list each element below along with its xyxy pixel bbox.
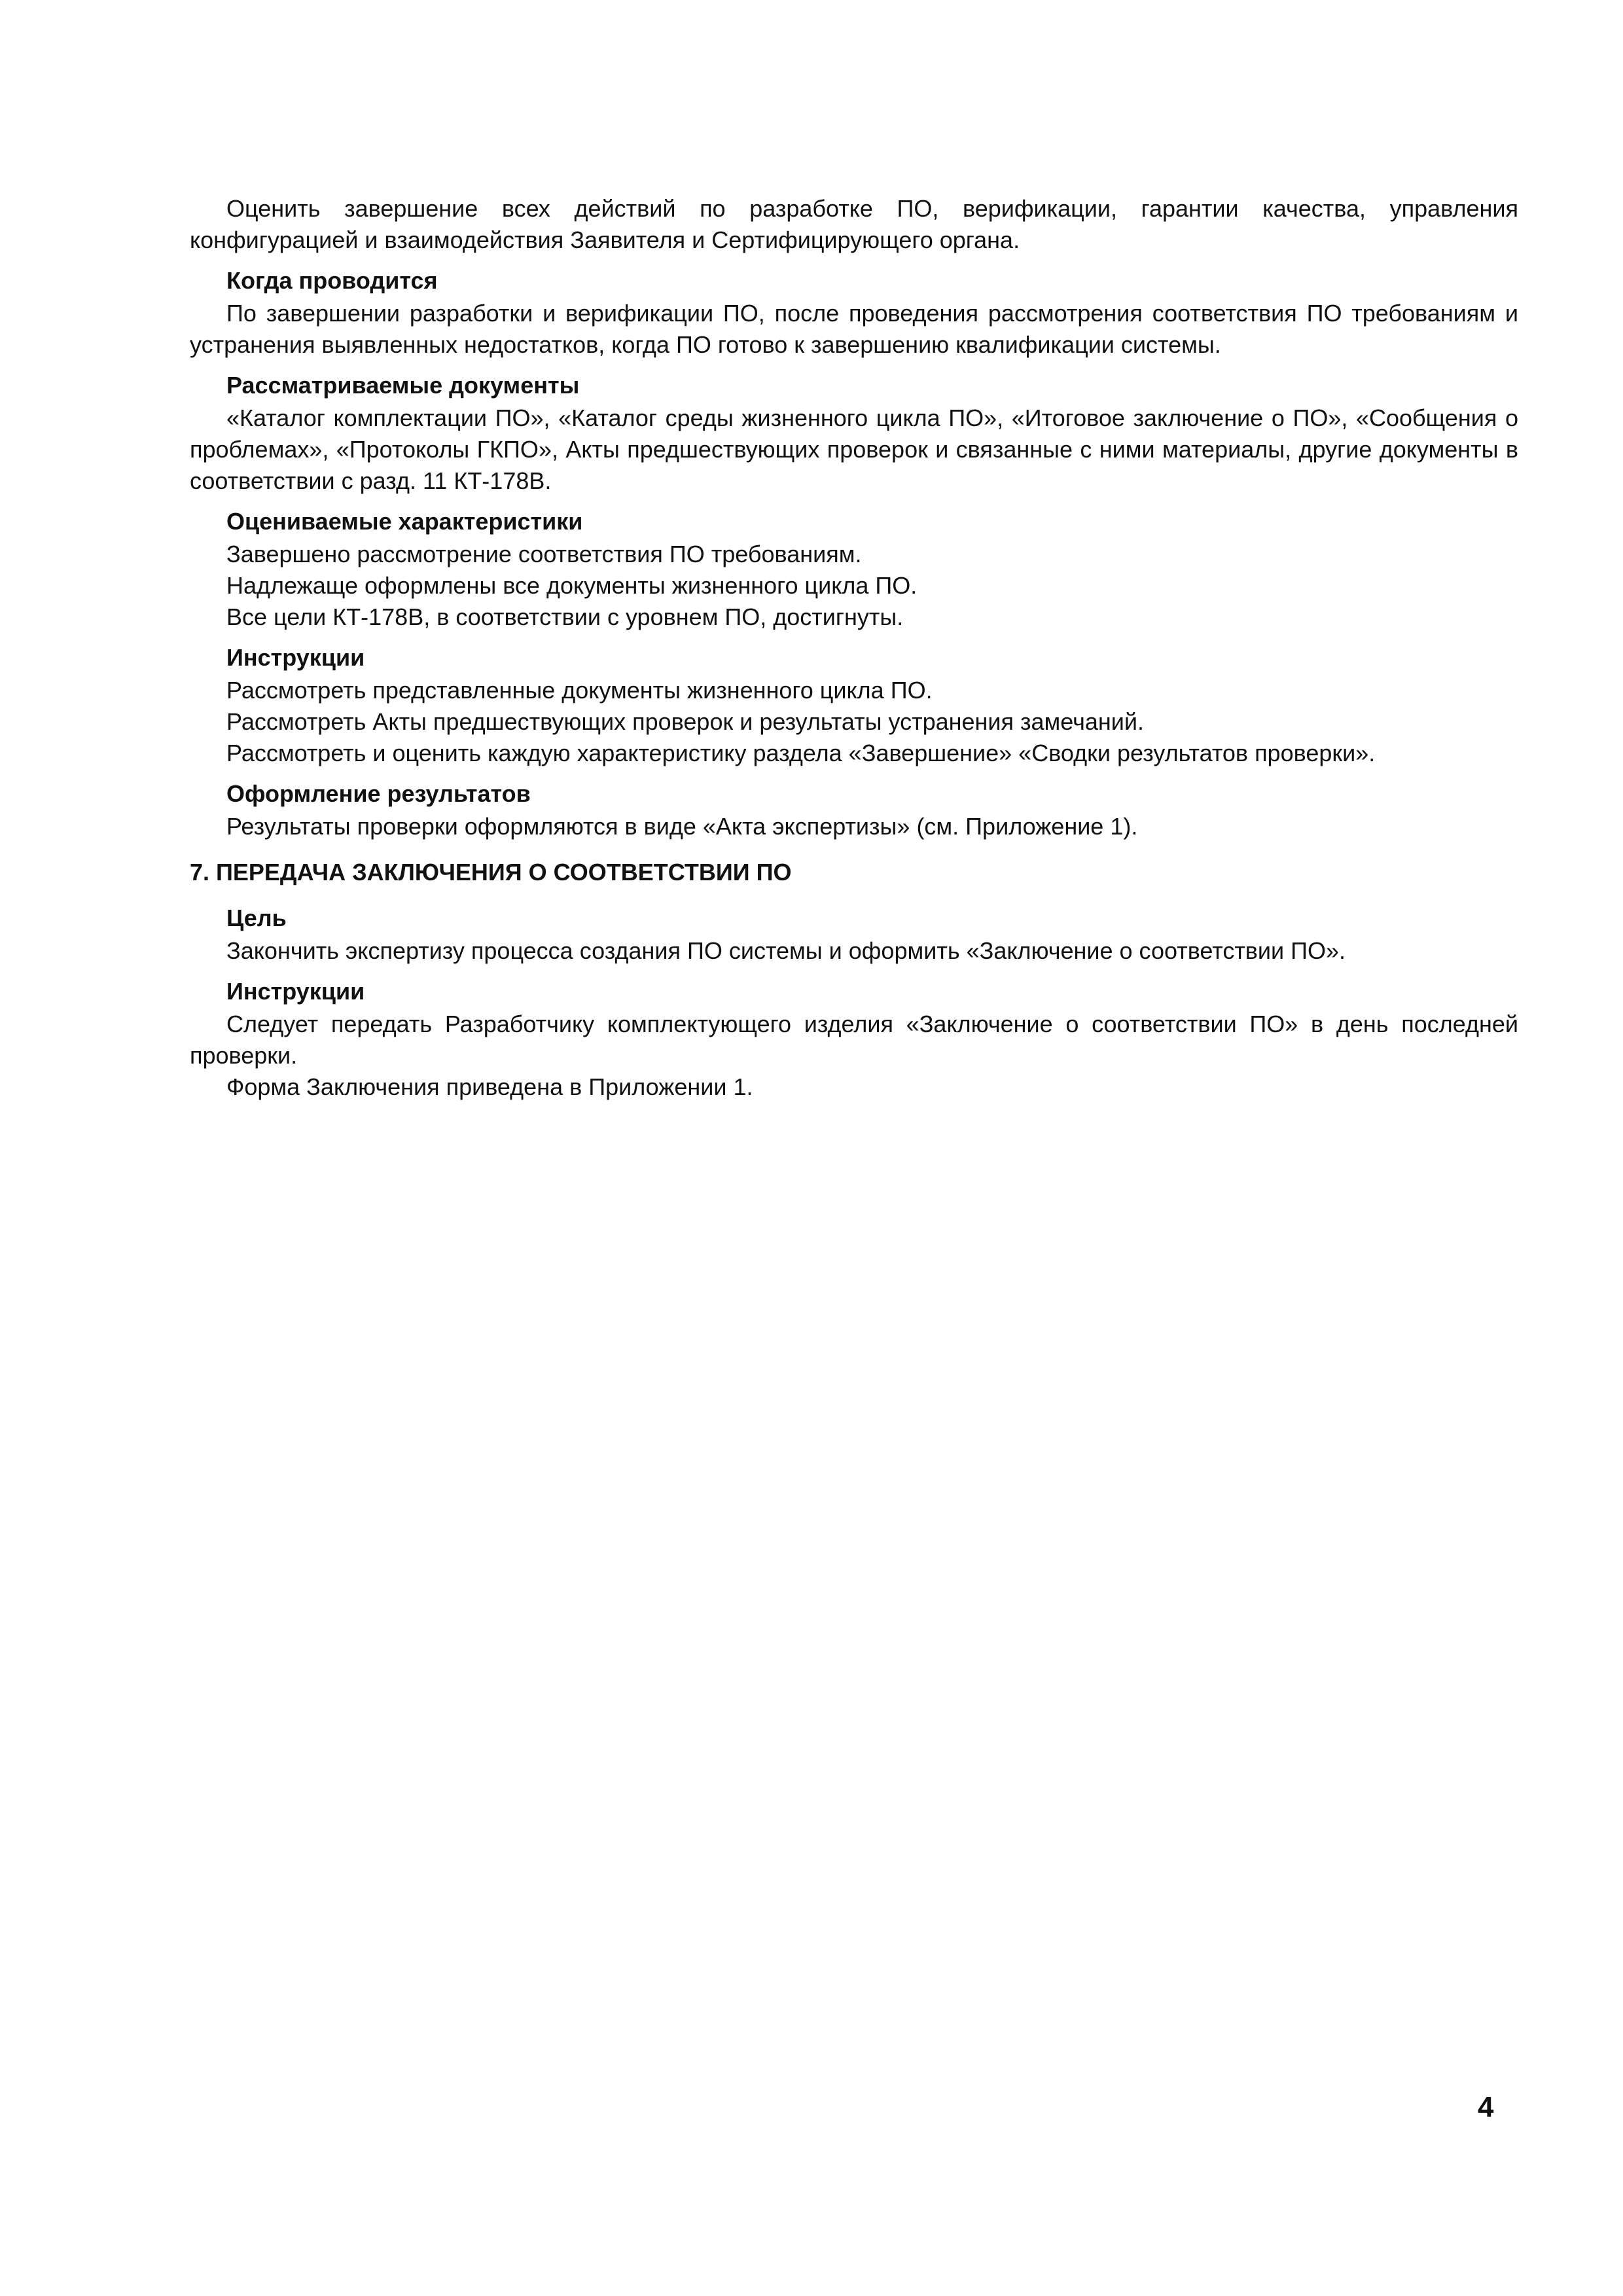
- documents-heading: Рассматриваемые документы: [226, 372, 580, 399]
- instructions-list: [190, 675, 1518, 769]
- instructions-line: Рассмотреть Акты предшествующих проверок и результаты устранения замечаний.: [226, 708, 1145, 735]
- when-heading: Когда проводится: [226, 267, 438, 294]
- criteria-heading: Оцениваемые характеристики: [226, 508, 583, 535]
- form-paragraph: Форма Заключения приведена в Приложении 1.: [226, 1073, 753, 1100]
- section-7-instructions-paragraph: Следует передать Разработчику комплектующего изделия «Заключение о соответствии ПО» в день последней проверки.: [190, 1011, 1518, 1069]
- documents-paragraph: «Каталог комплектации ПО», «Каталог среды жизненного цикла ПО», «Итоговое заключение о ПО», «Сообщения о проблемах», «Протоколы ГКПО», Акты предшествующих проверок и связанные с ними материалы, другие документы в соответствии с разд. 11 КТ-178В.: [190, 404, 1518, 494]
- page-number: 4: [1478, 2091, 1494, 2123]
- section-7-title: 7. ПЕРЕДАЧА ЗАКЛЮЧЕНИЯ О СООТВЕТСТВИИ ПО: [190, 859, 792, 886]
- instructions-line: Рассмотреть и оценить каждую характеристику раздела «Завершение» «Сводки результатов проверки».: [226, 740, 1376, 766]
- criteria-line: Завершено рассмотрение соответствия ПО требованиям.: [226, 541, 862, 567]
- instructions-heading: Инструкции: [226, 644, 365, 671]
- criteria-line: Все цели КТ-178В, в соответствии с уровнем ПО, достигнуты.: [226, 603, 904, 630]
- intro-paragraph: Оценить завершение всех действий по разработке ПО, верификации, гарантии качества, управления конфигурацией и взаимодействия Заявителя и Сертифицирующего органа.: [190, 195, 1518, 253]
- results-heading: Оформление результатов: [226, 780, 531, 807]
- instructions-line: Рассмотреть представленные документы жизненного цикла ПО.: [226, 677, 933, 704]
- results-body: [190, 811, 1518, 842]
- when-paragraph: По завершении разработки и верификации ПО, после проведения рассмотрения соответствия ПО требованиям и устранения выявленных недостатков, когда ПО готово к завершению квалификации системы.: [190, 300, 1518, 358]
- goal-body: [190, 935, 1518, 967]
- goal-paragraph: Закончить экспертизу процесса создания ПО системы и оформить «Заключение о соответствии ПО».: [226, 937, 1346, 964]
- section-7-instructions-heading: Инструкции: [226, 978, 365, 1005]
- goal-heading: Цель: [226, 905, 287, 931]
- results-paragraph: Результаты проверки оформляются в виде «Акта экспертизы» (см. Приложение 1).: [226, 813, 1138, 840]
- criteria-line: Надлежаще оформлены все документы жизненного цикла ПО.: [226, 572, 918, 599]
- criteria-list: [190, 539, 1518, 633]
- document-page: [190, 193, 1518, 1103]
